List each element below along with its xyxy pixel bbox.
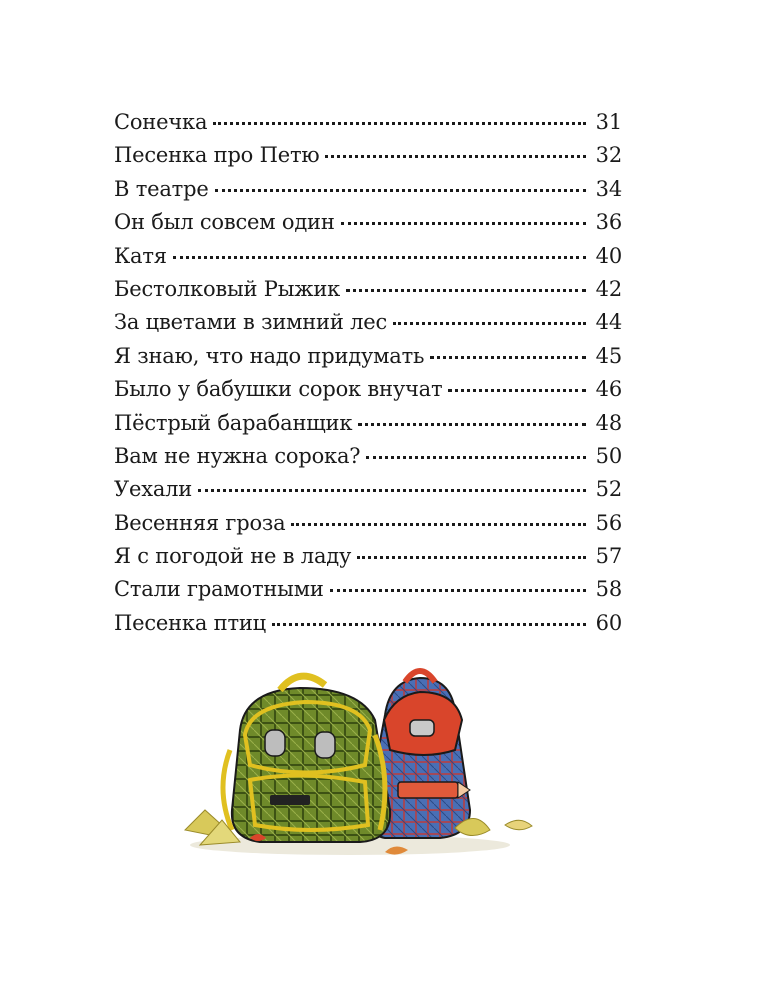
leader-dots [198, 489, 586, 492]
leader-dots [325, 155, 586, 158]
toc-entry-page: 56 [595, 510, 622, 535]
toc-entry[interactable] [114, 143, 622, 176]
table-of-contents [114, 110, 622, 644]
toc-entry-title: Я знаю, что надо придумать [114, 343, 425, 368]
leader-dots [291, 523, 586, 526]
green-backpack [223, 676, 390, 842]
toc-entry[interactable] [114, 544, 622, 577]
leader-dots [357, 556, 586, 559]
toc-entry[interactable] [114, 210, 622, 243]
leader-dots [341, 222, 586, 225]
leader-dots [213, 122, 586, 125]
toc-entry[interactable] [114, 444, 622, 477]
toc-entry-title: Он был совсем один [114, 210, 335, 235]
toc-entry-page: 45 [595, 343, 622, 368]
toc-entry-title: Песенка птиц [114, 610, 266, 635]
toc-entry-title: Вам не нужна сорока? [114, 443, 361, 468]
toc-entry-title: Было у бабушки сорок внучат [114, 377, 443, 402]
toc-entry-page: 36 [595, 210, 622, 235]
toc-entry[interactable] [114, 577, 622, 610]
toc-entry[interactable] [114, 411, 622, 444]
toc-entry-title: За цветами в зимний лес [114, 310, 388, 335]
toc-entry-page: 42 [595, 276, 622, 301]
leader-dots [358, 423, 586, 426]
leader-dots [393, 322, 586, 325]
toc-entry-page: 50 [595, 443, 622, 468]
toc-entry-page: 52 [595, 477, 622, 502]
backpacks-illustration [170, 660, 540, 870]
toc-entry-page: 44 [595, 310, 622, 335]
leader-dots [173, 256, 586, 259]
toc-entry[interactable] [114, 310, 622, 343]
toc-entry[interactable] [114, 177, 622, 210]
leader-dots [215, 189, 586, 192]
leader-dots [430, 356, 586, 359]
toc-entry[interactable] [114, 110, 622, 143]
leader-dots [330, 589, 586, 592]
toc-entry[interactable] [114, 244, 622, 277]
toc-entry-page: 57 [595, 544, 622, 569]
toc-entry-page: 34 [595, 176, 622, 201]
toc-entry[interactable] [114, 277, 622, 310]
toc-entry-title: Сонечка [114, 110, 208, 134]
toc-entry-page: 58 [595, 577, 622, 602]
toc-entry[interactable] [114, 477, 622, 510]
toc-entry[interactable] [114, 611, 622, 644]
toc-entry-page: 48 [595, 410, 622, 435]
leader-dots [366, 456, 586, 459]
toc-entry-title: Уехали [114, 477, 193, 502]
toc-entry-page: 31 [595, 110, 622, 134]
toc-entry-page: 40 [595, 243, 622, 268]
toc-entry-title: Бестолковый Рыжик [114, 276, 341, 301]
toc-entry-title: Катя [114, 243, 167, 268]
leader-dots [346, 289, 586, 292]
toc-entry-title: Стали грамотными [114, 577, 324, 602]
leader-dots [448, 389, 586, 392]
toc-entry[interactable] [114, 344, 622, 377]
toc-entry-title: Весенняя гроза [114, 510, 286, 535]
toc-entry[interactable] [114, 511, 622, 544]
toc-entry-title: В театре [114, 176, 209, 201]
toc-entry-page: 32 [595, 143, 622, 168]
leader-dots [272, 623, 586, 626]
toc-entry-title: Я с погодой не в ладу [114, 544, 352, 569]
toc-entry-page: 46 [595, 377, 622, 402]
toc-entry-page: 60 [595, 610, 622, 635]
toc-entry-title: Пёстрый барабанщик [114, 410, 353, 435]
toc-entry-title: Песенка про Петю [114, 143, 320, 168]
toc-entry[interactable] [114, 377, 622, 410]
